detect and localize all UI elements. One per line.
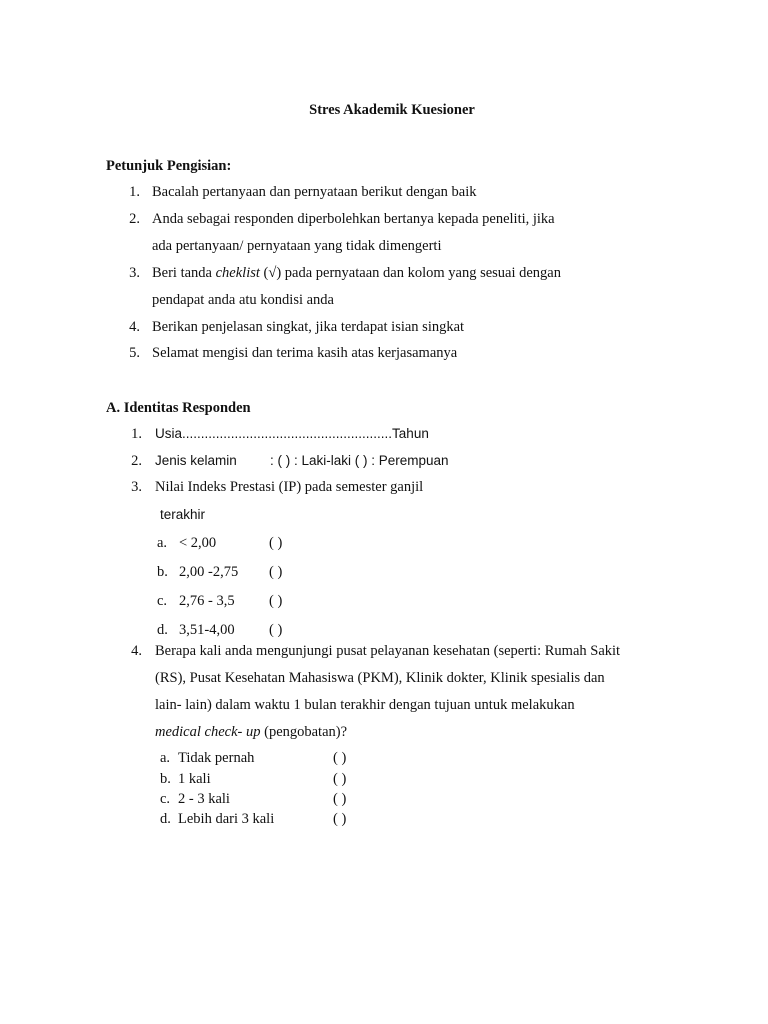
section-a-heading: A. Identitas Responden	[106, 400, 251, 416]
instruction-text: pendapat anda atu kondisi anda	[152, 292, 334, 308]
option-text: 2,00 -2,75	[179, 564, 239, 580]
option-text: Lebih dari 3 kali	[178, 811, 275, 827]
instructions-heading: Petunjuk Pengisian:	[106, 158, 232, 174]
option-checkbox[interactable]: ( )	[333, 791, 347, 807]
option-letter: d.	[157, 622, 168, 638]
italic-term: cheklist	[215, 265, 260, 281]
question-number: 2.	[131, 453, 142, 469]
question-number: 4.	[131, 643, 142, 659]
option-letter: c.	[157, 593, 168, 609]
instruction-number: 4.	[129, 319, 140, 335]
question-text: (RS), Pusat Kesehatan Mahasiswa (PKM), Klinik dokter, Klinik spesialis dan	[155, 670, 605, 686]
instruction-text: ada pertanyaan/ pernyataan yang tidak dimengerti	[152, 238, 442, 254]
option-letter: d.	[160, 811, 171, 827]
instruction-number: 5.	[129, 345, 140, 361]
option-checkbox[interactable]: ( )	[269, 535, 283, 551]
option-text: 2,76 - 3,5	[179, 593, 235, 609]
instruction-number: 3.	[129, 265, 140, 281]
question-number: 1.	[131, 426, 142, 442]
italic-term: medical check- up	[155, 724, 261, 740]
question-text: lain- lain) dalam waktu 1 bulan terakhir dengan tujuan untuk melakukan	[155, 697, 575, 713]
option-checkbox[interactable]: ( )	[333, 771, 347, 787]
question-text: Nilai Indeks Prestasi (IP) pada semester ganjil	[155, 479, 424, 495]
instruction-text: Selamat mengisi dan terima kasih atas kerjasamanya	[152, 345, 458, 361]
option-letter: b.	[160, 771, 171, 787]
question-text: Berapa kali anda mengunjungi pusat pelayanan kesehatan (seperti: Rumah Sakit	[155, 643, 621, 659]
question-text: terakhir	[160, 507, 206, 522]
option-letter: a.	[160, 750, 171, 766]
option-checkbox[interactable]: ( )	[269, 564, 283, 580]
option-text: 1 kali	[178, 771, 211, 787]
option-text: 3,51-4,00	[179, 622, 235, 638]
document-title: Stres Akademik Kuesioner	[309, 102, 475, 118]
option-text: 2 - 3 kali	[178, 791, 230, 807]
option-text: < 2,00	[179, 535, 217, 551]
instruction-text: Berikan penjelasan singkat, jika terdapat isian singkat	[152, 319, 465, 335]
gender-label: Jenis kelamin	[155, 453, 237, 468]
option-letter: c.	[160, 791, 171, 807]
question-number: 3.	[131, 479, 142, 495]
instruction-text: Beri tanda cheklist (√) pada pernyataan dan kolom yang sesuai dengan	[152, 265, 561, 281]
question-text: medical check- up (pengobatan)?	[155, 724, 348, 740]
age-field-label: Usia........................................................Tahun	[155, 426, 429, 441]
option-checkbox[interactable]: ( )	[333, 811, 347, 827]
option-text: Tidak pernah	[178, 750, 255, 766]
instruction-text: Anda sebagai responden diperbolehkan bertanya kepada peneliti, jika	[152, 211, 555, 227]
instruction-number: 2.	[129, 211, 140, 227]
option-checkbox[interactable]: ( )	[269, 593, 283, 609]
instruction-number: 1.	[129, 184, 140, 200]
option-checkbox[interactable]: ( )	[269, 622, 283, 638]
gender-options: : ( ) : Laki-laki ( ) : Perempuan	[270, 453, 449, 468]
option-letter: a.	[157, 535, 168, 551]
option-letter: b.	[157, 564, 168, 580]
instruction-text: Bacalah pertanyaan dan pernyataan berikut dengan baik	[152, 184, 477, 200]
option-checkbox[interactable]: ( )	[333, 750, 347, 766]
